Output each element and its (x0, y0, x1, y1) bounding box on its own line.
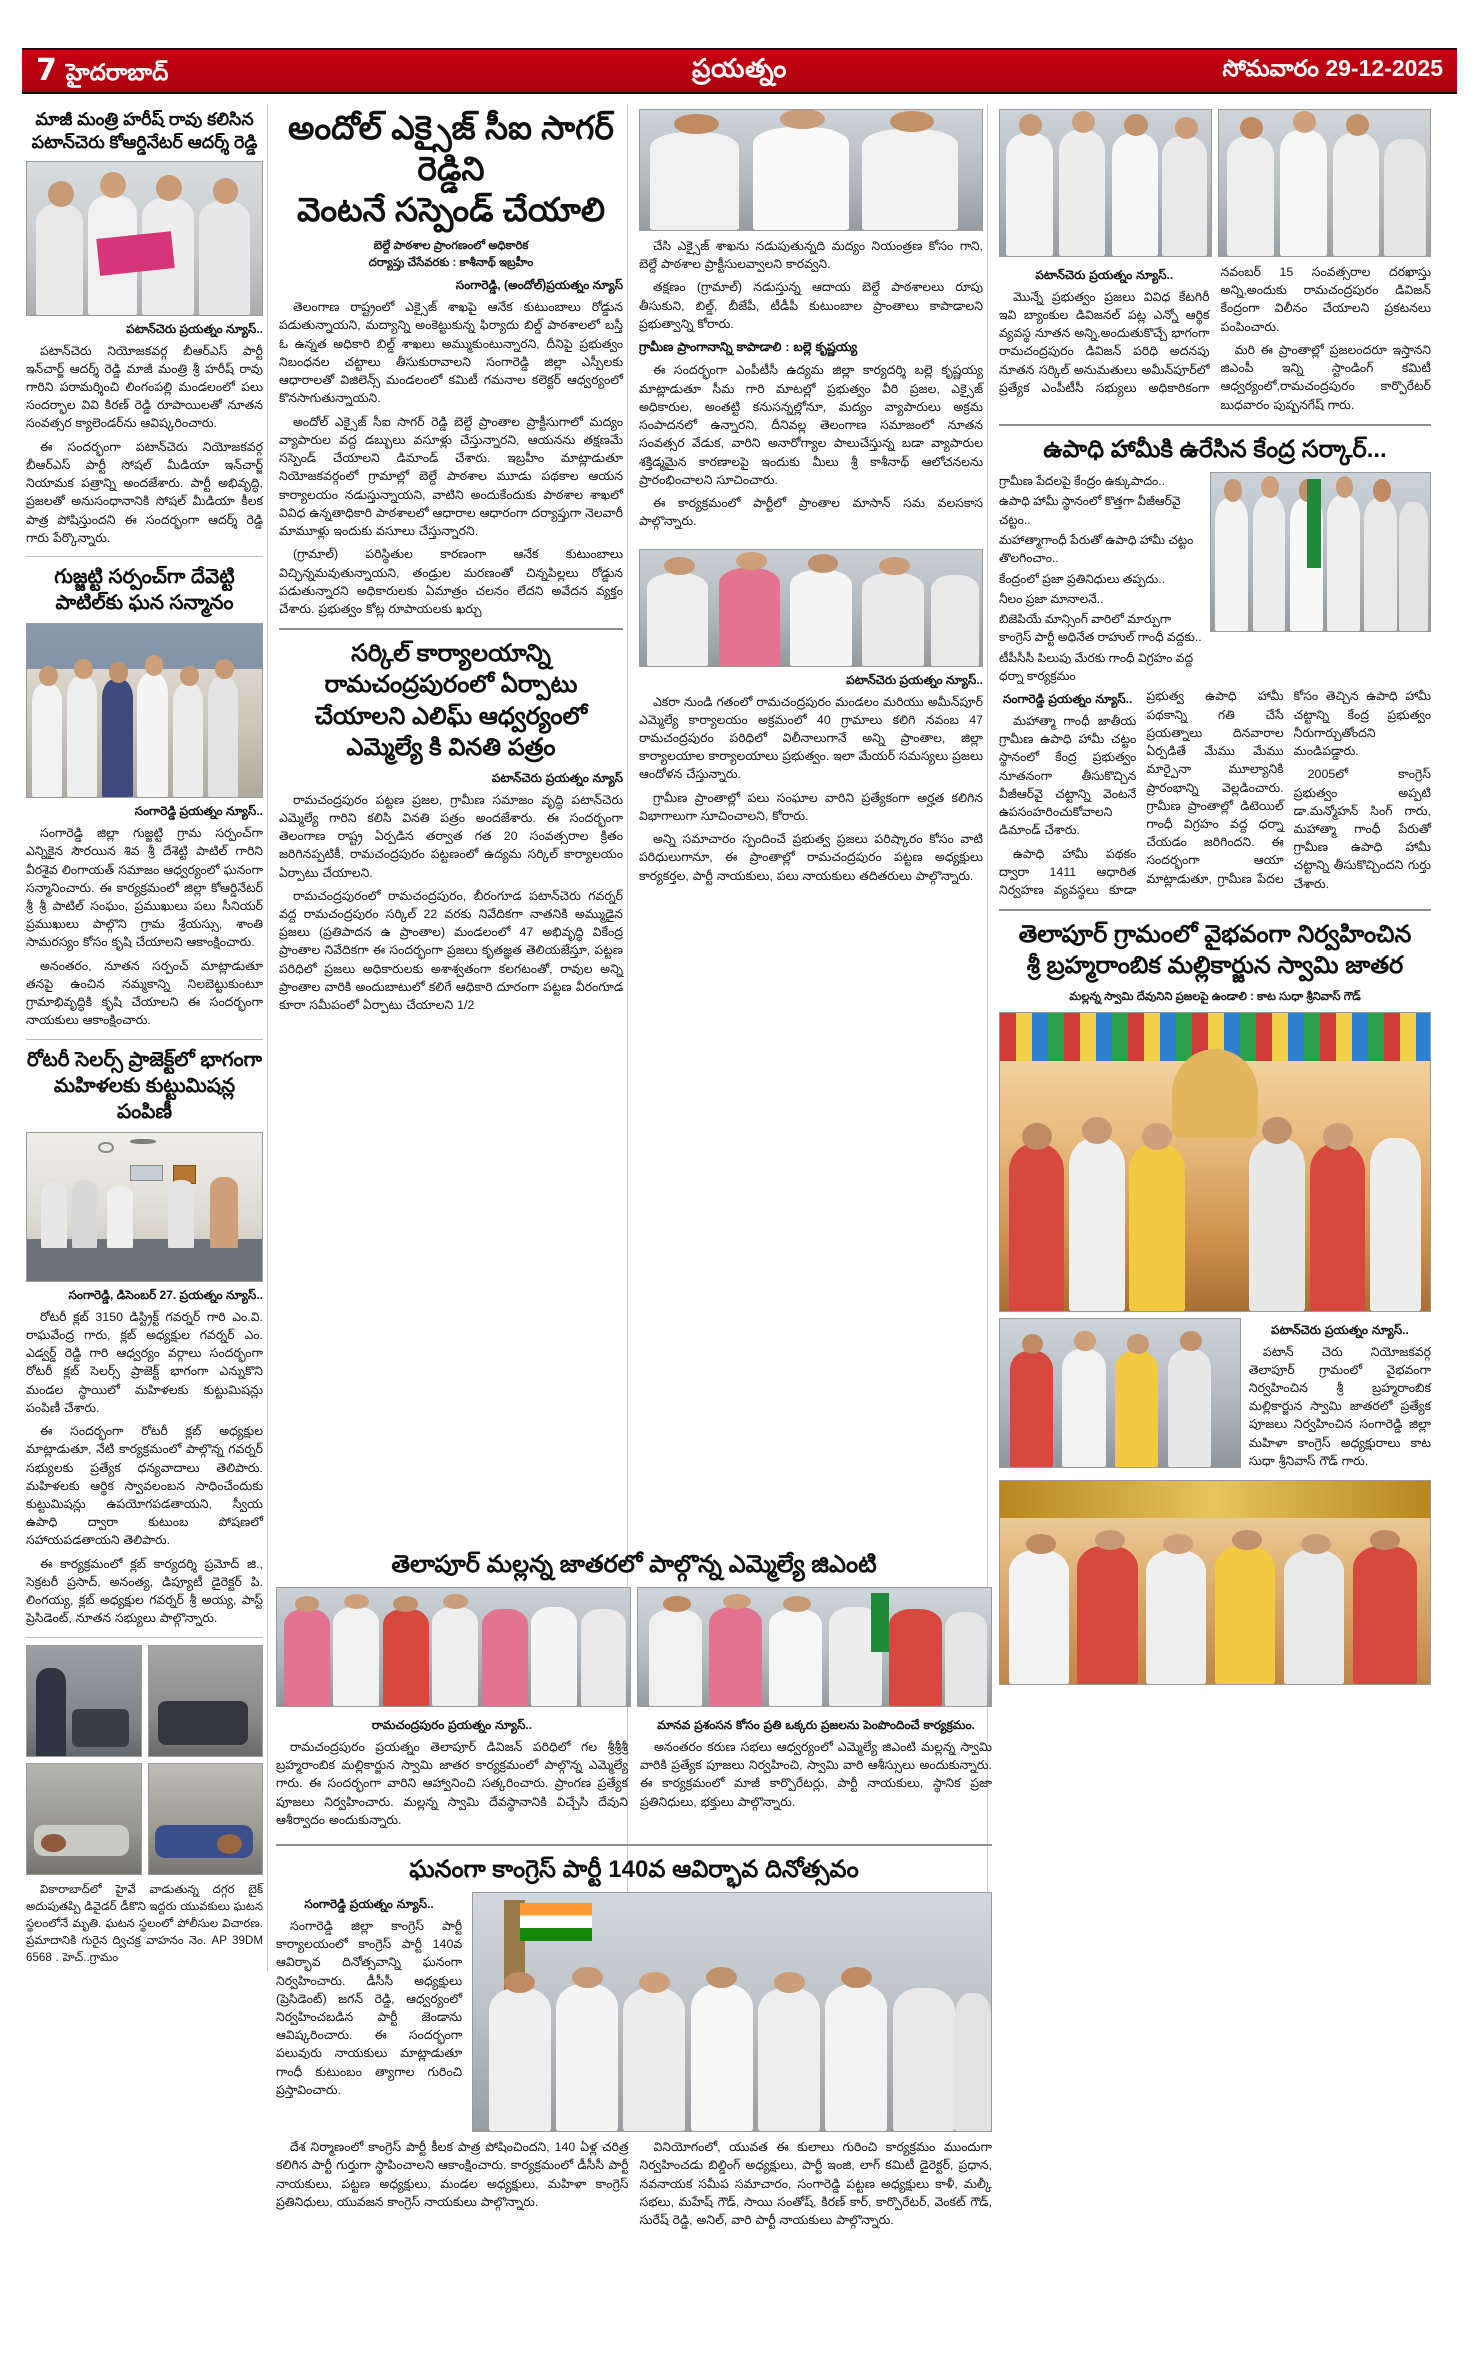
article-7-photo (1210, 472, 1431, 632)
article-6-byline: పటాన్‌చెరు ప్రయత్నం న్యూస్.. (846, 672, 983, 687)
page-number: 7 (36, 53, 57, 88)
lead-para-2: అందోల్ ఎక్సైజ్ సీఐ సాగర్ రెడ్డి బెల్దే ప్రాంతాల ప్రాక్టీసుగాలో మద్యం వ్యాపారుల వద్ద డబ్బులు వసూళ్లు చేస్తున్నారని, ఆయనను తక్షణమే సస్పెండ్ చేయాలని డిమాండ్ చేశారు. ఇబ్రహీం మాట్లాడుతూ నియోజకవర్గంలో గ్రామాల్లో బెల్దే పాఠశాల మూడు పథకాల ఆయన కార్యాలయం నడుస్తున్నాయని, వాటిని అందుకేందుకు పాఠశాల శాఖలో వివిధ ఉన్నతాధికారి పాఠశాలలో ఆధారాల ఆధారంగా దర్యాప్తుగా నెలవారీ మామూళ్లు ఇందుకు వసూలు చేస్తున్నారని. (279, 414, 623, 539)
article-8-body (1249, 1318, 1431, 1475)
article-5-para-1: రామచంద్రపురం పట్టణ ప్రజల, గ్రామీణ సమాజం వృద్ధి పటాన్‌చెరు ఎమ్మెల్యే గారిని కలిసి వినతి పత్రం అందజేశారు. ఈ సందర్భంగా తెలంగాణ రాష్ట్ర ఏర్పడిన తర్వాత గత 20 సంవత్సరాల క్రితం జరిగినప్పటికీ, రామచంద్రపురం పట్టణంలో ఉద్యమ సర్కిల్ కార్యాలయం ఏర్పాటు చేయాలని. (279, 792, 623, 880)
article-9-para-1: రామచంద్రపురం ప్రయత్నం తెలాపూర్ డివిజన్ పరిధిలో గల శ్రీశ్రీశ్రీ బ్రహ్మరాంబిక మల్లికార్జున స్వామి జాతర కార్యక్రమంలో పాల్గొన్న ఎమ్మెల్యే గారు. ఈ సందర్భంగా వారిని ఆహ్వానించి సత్కరించారు. ప్రాంగణ ప్రత్యేక పూజలు నిర్వహించారు. మల్లన్న స్వామి దేవస్థానానికి విచ్చేసి దేవుని ఆశీర్వాదం అందుకున్నారు. (276, 1739, 628, 1827)
article-2-para-1: సంగారెడ్డి జిల్లా గుజ్జట్టి గ్రామ సర్పంచ్‌గా ఎన్నికైన సౌరయిన శివ శ్రీ దేశెట్టి పాటిల్ గారిని వీరశైవ లింగాయత్ సమాజం ఆధ్వర్యంలో ఘనంగా సన్మానించారు. ఈ కార్యక్రమంలో జిల్లా కోఆర్డినేటర్ శ్రీ శ్రీ పాటిల్ సంఘం, ప్రముఖులు పలు సీనియర్ ప్రముఖులు పాల్గొని గ్రామ శ్రేయస్సు, శాంతి సామరస్యం కోసం కృషి చేయాలని ఆకాంక్షించారు. (26, 826, 263, 950)
article-5-headline: సర్కిల్ కార్యాలయాన్ని రామచంద్రపురంలో ఏర్పాటు చేయాలని ఎలిఘ్ ఆధ్వర్యంలో ఎమ్మెల్యే కి వినతి పత్రం (314, 640, 588, 761)
article-7-para-2: ఉపాధి హామీ పథకం ద్వారా 1411 ఆధారిత నిర్వహణ వ్యవస్థలు కూడా ప్రభుత్వ ఉపాధి హామీ పథకాన్ని గతి చేసే ప్రయత్నాలు దినవారాల ఏర్పడితే మేము మేము మార్పైనా మూల్యానికి ప్రారంభాన్ని వెల్లడించారు. గ్రామీణ ప్రాంతాల్లో డిటెయిల్ గాంధీ విగ్రహం వద్ద ధర్నా చేయడం జరిగిందని. ఈ సందర్భంగా ఆయా మాట్లాడుతూ, గ్రామీణ పేదల కోసం తెచ్చిన ఉపాధి హామీ చట్టాన్ని కేంద్ర ప్రభుత్వం నీరుగార్చుతోందని మండిపడ్డారు. (999, 689, 1431, 898)
article-3-body (26, 1308, 263, 1628)
divider-5 (999, 424, 1431, 426)
masthead-banner (22, 48, 1457, 94)
lead-continued-body (639, 237, 983, 531)
article-5-para-2: రామచంద్రపురంలో రామచంద్రపురం, బీరంగూడ పటాన్‌చెరు గవర్నర్ వద్ద రామచంద్రపురం సర్కిల్ 22 వరకు నివేదికగా నాతనికి అమ్ముడైన ప్రజలు (ప్రతిపాదన ఉ ప్రాంతాల) మండలంలో 47 అభివృద్ధి వికేంద్ర ప్రాంతాల నివేదికగా ఈ సందర్భంగా ప్రజలు కృతజ్ఞత తెలియజేస్తూ, పట్టణ పరిధిలో ప్రజలు అధికారులకు అశాశ్వతంగా కలగటంతో, రావుల అన్ని ప్రాంతాల వారికి అందుబాటులో కలిగే ఆధికారి దూరంగా పట్టణ వీరంగూడ కూరా సమీపంలో ఏర్పాటు చేయాలని 1/2 (279, 888, 623, 1013)
article-1-headline: మాజీ మంత్రి హరీష్ రావు కలిసిన పటాన్‌చెరు కోఆర్డినేటర్ ఆదర్శ్ రెడ్డి (31, 109, 258, 152)
masthead-left (36, 53, 169, 88)
lead-cont-para-2: తక్షణం (గ్రామాల్) నడుస్తున్న ఆదాయ బెల్దే పాఠశాలలు రూపు తీసుకుని, బిల్డ్, బీజేపీ, టీడీపీ కుటుంబాల ప్రాంతాలు కాపాడాలని ప్రభుత్వాన్ని కోరారు. (639, 280, 983, 331)
column-rule-1 (267, 104, 275, 1971)
bullet-2: ఉపాధి హామీ స్థానంలో కొత్తగా వీజీఆర్‌వై చట్టం.. (999, 494, 1181, 527)
lead-body (279, 298, 623, 618)
paper-title: ప్రయత్నం (692, 52, 787, 83)
article-5-body (279, 770, 623, 1014)
bullet-4: కేంద్రంలో ప్రజా ప్రతినిధులు తప్పదు.. (999, 571, 1166, 586)
accident-caption-text: వికారాబాద్‌లో హైవే వాడుతున్న దగ్గర బైక్ అదుపుతప్పి డివైడర్ డీకొని ఇద్దరు యువకులు ఘటన స్థలంలోనే మృతి. ఘటన స్థలంలో పోలీసుల విచారణ. ప్రమాదానికి గురైన ద్విచక్ర వాహనం నెం. AP 39DM 6568 . హెచ్..గ్రామం (26, 1882, 263, 1964)
accident-caption (26, 1881, 263, 1966)
article-1-byline: పటాన్‌చెరు ప్రయత్నం న్యూస్.. (126, 321, 263, 336)
article-4-body (999, 263, 1431, 414)
article-10-byline: మానవ ప్రశంసన కోసం ప్రతి ఒక్కరు ప్రజలను పెంపొందించే కార్యక్రమం. (657, 1718, 975, 1733)
lead-para-1: తెలంగాణ రాష్ట్రంలో ఎక్సైజ్ శాఖపై ఆనేక కుటుంబాలు రోడ్డున పడుతున్నాయని, మద్యాన్ని అంకెట్టుకున్న ఫిర్యాదు బిల్డ్ పాఠశాలలో బస్తీ ఓ ఉన్నత అధికారి బిల్డ్ శాఖలు అమ్ముకుంటున్నారని, దీనిపై ప్రభుత్వం నిబంధనల చట్టాలు తీసుకురావాలని సంగారెడ్డి జిల్లా ఎస్పీలకు ఆధారాలతో విజిలెన్స్ మండలంలో కమిటీ గమనాల కలెక్టర్ ఆధ్వర్యంలో కొనసాగుతున్నాయని. (279, 300, 623, 406)
article-4-para-2: మరి ఈ ప్రాంతాల్లో ప్రజలందరూ ఇస్తానని జిఎంపీ ఇన్ని స్టాండింగ్ కమిటీ ఆధ్వర్యంలో,రామచంద్రపురం కార్పొరేటర్ బుధవారం పుష్పనగేష్ గారు. (1220, 342, 1431, 412)
article-11-photo (472, 1892, 992, 2132)
article-8-photo-1 (999, 1012, 1431, 1312)
article-7-bullets (999, 472, 1202, 687)
article-8-para-1: పటాన్ చెరు నియోజకవర్గ తెలాపూర్ గ్రామంలో వైభవంగా నిర్వహించిన శ్రీ బ్రహ్మరాంబిక మల్లికార్జున స్వామి జాతరలో ప్రత్యేక పూజలు నిర్వహించిన సంగారెడ్డి జిల్లా మహిళా కాంగ్రెస్ అధ్యక్షురాలు కాట సుధా శ్రీనివాస్ గౌడ్ గారు. (1248, 1344, 1431, 1468)
article-1-photo (26, 161, 263, 316)
article-7-byline: సంగారెడ్డి ప్రయత్నం న్యూస్.. (1002, 692, 1133, 707)
article-6-para-1: ఎకరా నుండి గతంలో రామచంద్రపురం మండలం మరియు అమీన్‌పూర్ ఎమ్మెల్యే కార్యాలయం అక్రమంలో 40 గ్రామాలు కలిగి నవంబ 47 రామచంద్రపురం పరిధిలో విలీనాలుగానే అన్ని ప్రాంతాల, జిల్లా కార్యాలయాల కార్యాలయాలు ప్రభుత్వం. ఇలా మేయర్ సమస్యలు ప్రజలు ఆందోళన చేస్తున్నారు. (639, 694, 984, 782)
article-4-para-1: మొన్నే ప్రభుత్వం ప్రజలు వివిధ కేటగిరీ ఇవి బ్యాంకుల డివిజనల్ పట్ల ఎన్నో ఆర్థిక వ్యవస్థ నూతన అన్ని,అందుతుకొచ్చే భాగంగా రామచంద్రపురం డివిజన్ పరిధి అదనపు నూతన సర్కిల్ అనుమతులు అమీన్‌పూర్‌లో ప్రత్యేక ఎంపీటీసీ సభ్యులు అధికారికంగా నవంబర్ 15 సంవత్సరాల దరఖాస్తు అన్ని,అందుకు రామచంద్రపురం డివిజన్ కేంద్రంగా విలీనం చేయాలని ప్రకటనలు పంపించారు. (999, 265, 1431, 395)
issue-date: సోమవారం 29-12-2025 (1222, 54, 1443, 81)
article-3-para-1: రోటరీ క్లబ్ 3150 డిస్ట్రిక్ట్ గవర్నర్ గారి ఎం.వి. రాఘవేంద్ర గారు, క్లబ్ అధ్యక్షుల గవర్నర్ ఎం. ఎడ్వర్డ్ రెడ్డి గారి ఆధ్వర్యం వర్గాలు సందర్భంగా రోటరీ క్లబ్ సెలర్స్ ప్రాజెక్ట్ భాగంగా ఎన్నుకొని మండల స్థాయిలో మహిళలకు కుట్టుమిషన్లు పంపిణీ చేశారు. (26, 1309, 263, 1415)
accident-photo-row-1 (26, 1645, 263, 1757)
article-3-byline: సంగారెడ్డి, డిసెంబర్ 27. ప్రయత్నం న్యూస్.. (68, 1287, 263, 1302)
lead-byline: సంగారెడ్డి, (అందోల్)ప్రయత్నం న్యూస్ (455, 278, 623, 293)
article-7-para-1: మహాత్మా గాంధీ జాతీయ గ్రామీణ ఉపాధి హామీ చట్టం స్థానంలో కేంద్ర ప్రభుత్వం నూతనంగా తీసుకొచ్చిన వీజీఆర్‌వై చట్టాన్ని వెంటనే ఉపసంహరించుకోవాలని డిమాండ్ చేశారు. (999, 713, 1137, 838)
divider-7 (276, 1844, 992, 1846)
article-9-photo-row (276, 1587, 992, 1707)
accident-photo-4 (148, 1763, 264, 1875)
article-10-body (640, 1713, 992, 1834)
article-9-byline: రామచంద్రపురం ప్రయత్నం న్యూస్.. (371, 1718, 533, 1733)
divider-3 (26, 1637, 263, 1638)
right-photo-2 (1218, 109, 1431, 257)
article-4-byline: పటాన్‌చెరు ప్రయత్నం న్యూస్.. (1035, 268, 1174, 282)
accident-photo-row-2 (26, 1763, 263, 1875)
article-9-photo-1 (276, 1587, 631, 1707)
lead-headline: అందోల్ ఎక్సైజ్ సీఐ సాగర్ రెడ్డిని వెంటనే సస్పెండ్ చేయాలి (288, 109, 614, 228)
article-11-byline: సంగారెడ్డి ప్రయత్నం న్యూస్.. (304, 1897, 434, 1912)
article-10-para-1: అనంతరం కరుణ సభలు ఆధ్వర్యంలో ఎమ్మెల్యే జిఎంటి మల్లన్న స్వామి వారికి ప్రత్యేక పూజలు నిర్వహించి, స్వామి వారి ఆశీస్సులు అందుకున్నారు. ఈ కార్యక్రమంలో మాజీ కార్పొరేటర్లు, పార్టీ నాయకులు, స్థానిక ప్రజా ప్రతినిధులు, భక్తులు పాల్గొన్నారు. (640, 1739, 992, 1809)
article-11-body-rest (276, 2138, 992, 2229)
column-1 (22, 104, 267, 1971)
column-4 (995, 104, 1435, 1971)
article-2-body (26, 824, 263, 1030)
bullet-7: టీపీసీసీ పిలుపు మేరకు గాంధీ విగ్రహం వద్ద ధర్నా కార్యక్రమం (999, 650, 1194, 684)
article-6-photo (639, 549, 983, 667)
lead-cont-subhead: గ్రామీణ ప్రాంగానాన్ని కాపాడాలి : బల్లె కృష్ణయ్య (639, 340, 858, 355)
article-3-photo (26, 1132, 263, 1282)
right-photo-1 (999, 109, 1212, 257)
bullet-1: గ్రామీణ పేదలపై కేంద్రం ఉక్కుపాదం.. (999, 474, 1165, 489)
bullet-6: బిజెపియే మాన్సింగ్ వారిలో మార్పుగా కాంగ్రెస్ పార్టీ అధినేత రాహుల్ గాంధీ వద్దకు.. (999, 612, 1202, 645)
article-9-body (276, 1713, 628, 1834)
masthead-wrapper (22, 0, 1457, 94)
divider-2 (26, 1039, 263, 1040)
article-8-photo-2 (999, 1318, 1241, 1468)
article-3-para-2: ఈ సందర్భంగా రోటరీ క్లబ్ అధ్యక్షుల మాట్లాడుతూ, నేటి కార్యక్రమంలో పాల్గొన్న గవర్నర్ సభ్యులకు ప్రత్యేక ధన్యవాదాలు తెలిపారు. మహిళలకు ఆర్థిక స్వావలంబన సాధించేందుకు కుట్టుమిషన్లు ఉపయోగపడతాయని, స్వీయ ఉపాధి ద్వారా కుటుంబ పోషణలో సహాయపడతాయని తెలిపారు. (26, 1424, 263, 1548)
article-11-para-1: సంగారెడ్డి జిల్లా కాంగ్రెస్ పార్టీ కార్యాలయంలో కాంగ్రెస్ పార్టీ 140వ ఆవిర్భావ దినోత్సవాన్ని ఘనంగా నిర్వహించారు. డీసీసీ అధ్యక్షులు (ప్రెసిడెంట్) జగన్ రెడ్డి, ఆధ్వర్యంలో నిర్వహించబడిన పార్టీ జెండాను ఆవిష్కరించారు. ఈ సందర్భంగా పలువురు నాయకులు మాట్లాడుతూ గాంధీ కుటుంబం త్యాగాల గురించి ప్రస్తావించారు. (276, 1918, 463, 2097)
bullet-5: నీలం ప్రజా మానాలనే.. (999, 591, 1104, 606)
article-11-headline: ఘనంగా కాంగ్రెస్ పార్టీ 140వ ఆవిర్భావ దినోత్సవం (409, 1855, 859, 1883)
article-8-subhead: మల్లన్న స్వామి దేవునిని ప్రజలపై ఉండాలి : కాట సుధా శ్రీనివాస్ గౌడ్ (1069, 990, 1361, 1003)
accident-photo-2 (148, 1645, 264, 1757)
bullet-3: మహాత్మాగాంధీ పేరుతో ఉపాధి హామీ చట్టం తొలగించాం.. (999, 532, 1194, 566)
divider-1 (26, 556, 263, 557)
accident-photo-3 (26, 1763, 142, 1875)
lead-para-3: (గ్రామాల్) పరిస్థితుల కారణంగా ఆనేక కుటుంబాలు విచ్ఛిన్నమవుతున్నాయని, తండ్రుల మరణంతో చిన్నపిల్లలు రోడ్డున పడుతున్నారని అధికారులకు ఏమాత్రం చలనం లేదని అవేదన వ్యక్తం చేశారు. ప్రభుత్వం కోట్ల రూపాయలకు ఖర్చు (279, 547, 623, 616)
article-1-para-2: ఈ సందర్భంగా పటాన్‌చెరు నియోజకవర్గ బీఆర్ఎస్ పార్టీ సోషల్ మీడియా ఇన్‌చార్జ్ నియామక పత్రాన్ని అందజేశారు. పార్టీ అభివృద్ధి, ప్రజలతో అనుసంధానానికి సోషల్ మీడియా కీలక పాత్ర పోషిస్తుందని ఈ సందర్భంగా ఆదర్శ్ రెడ్డి గారు పేర్కొన్నారు. (26, 439, 263, 545)
accident-photo-1 (26, 1645, 142, 1757)
divider-4 (279, 628, 623, 630)
article-7-headline: ఉపాధి హామీకి ఉరేసిన కేంద్ర సర్కార్... (1043, 435, 1387, 463)
article-8-photo-3 (999, 1480, 1431, 1685)
article-6-para-3: అన్ని సమాచారం స్పందించే ప్రభుత్వ ప్రజలు పరిష్కారం కోసం వాటి పరిధులుగానూ, ఈ ప్రాంతాల్లో రామచంద్రపురం పట్టణ అధ్యక్షులు కార్యకర్తల, పార్టీ నాయకులు, పలు నాయకులు తదితరులు పాల్గొన్నారు. (639, 832, 983, 883)
lead-photo (639, 109, 983, 231)
edition-name: హైదరాబాద్ (65, 59, 169, 85)
article-1-para-1: పటాన్‌చెరు నియోజకవర్గ బీఆర్ఎస్ పార్టీ ఇన్‌చార్జ్ ఆదర్శ్ రెడ్డి మాజీ మంత్రి శ్రీ హరీష్ రావు గారిని పరామర్శించి లింగంపల్లి మండలంలో పలు సందర్భాల వివి కిరణ్ రెడ్డి రూపాయిలతో నూతన సంవత్సర క్యాలెండర్‌ను ఆవిష్కరించారు. (26, 343, 263, 431)
article-8-byline: పటాన్‌చెరు ప్రయత్నం న్యూస్.. (1271, 1322, 1409, 1337)
article-7-para-3: 2005లో కాంగ్రెస్ ప్రభుత్వం అప్పటి డా.మన్మోహన్ సింగ్ గారు, మహాత్మా గాంధీ పేరుతో గ్రామీణ ఉపాధి హామీ చట్టాన్ని తీసుకొచ్చిందని గుర్తు చేశారు. (1293, 767, 1431, 891)
lead-cont-para-4: ఈ కార్యక్రమంలో పార్టీలో ప్రాంతాల మాసాన్ సమ వలసకాస పాల్గొన్నారు. (639, 496, 983, 529)
article-5-byline: పటాన్‌చెరు ప్రయత్నం న్యూస్ (491, 770, 623, 785)
article-6-body (639, 693, 983, 885)
article-2-photo (26, 623, 263, 798)
article-11-para-3: వినియోగంలో, యువత ఈ కులాలు గురించి కార్యక్రమం ముందుగా నిర్వహించడు బిల్డింగ్ అధ్యక్షులు, పార్టీ ఇంజి, లాగ్ కమిటీ డైరెక్టర్, ప్రధాన, నవనాయక సమీప సమాచారం, సంగారెడ్డి పట్టణ అధ్యక్షులు కాళీ, మల్కీ సభలు, మహేష్ గౌడ్, సాయి సంతోష్, కిరణ్ కార్, కార్పొరేటర్, వెంకట్ గౌడ్, సురేష్ రెడ్డి, అనిల్, వారి పార్టీ నాయకులు పాల్గొన్నారు. (639, 2140, 992, 2228)
article-7-body (999, 687, 1431, 899)
article-2-para-2: అనంతరం, నూతన సర్పంచ్ మాట్లాడుతూ తనపై ఉంచిన నమ్మకాన్ని నిలబెట్టుకుంటూ గ్రామాభివృద్ధికి కృషి చేయాలని ఈ సందర్భంగా నాయకులు ఆకాంక్షించారు. (26, 958, 263, 1028)
lower-middle-block (276, 1545, 992, 2229)
article-6-para-2: గ్రామీణ ప్రాంతాల్లో పలు సంఘాల వారిని ప్రత్యేకంగా అర్హత కలిగిన విభాగాలుగా సూచించాలని, కోరారు. (639, 790, 983, 823)
article-1-body (26, 342, 263, 548)
lead-cont-para-3: ఈ సందర్భంగా ఎంపీటీసీ ఉద్యమ జిల్లా కార్యదర్శి బల్లె కృష్ణయ్య మాట్లాడుతూ సీమ గారి మాటల్లో ప్రభుత్వం వీరి ప్రజల, ఎక్సైజ్ అధికారుల, అంతట్టి కనుసన్నల్లోనూ, మద్యం వ్యాపారులు అక్రమ సంపాదనలో ఉన్నారని, దీనివల్ల తెలంగాణ సమాజంలో నూతన సంవత్సర వేడుక, వారిని అనారోగ్యాల పాలుచేస్తున్న బడా వ్యాపారుల శక్తిడ్మమైన కారణాలపై ఇందుకు మీలు శ్రీ కాశీనాథ్ ఆలోచనలను ప్రారంభించాలని సూచించారు. (639, 363, 983, 487)
article-3-headline: రోటరీ సెలర్స్ ప్రాజెక్ట్‌లో భాగంగా మహిళలకు కుట్టుమిషన్ల పంపిణీ (26, 1048, 263, 1123)
article-2-byline: సంగారెడ్డి ప్రయత్నం న్యూస్.. (134, 804, 263, 819)
lead-cont-para-1: చేసి ఎక్సైజ్ శాఖను నడుపుతున్నది మద్యం నియంత్రణ కోసం గాని, బెల్దే పాఠశాల ప్రాక్టీసులవ్వాలని కారవ్వని. (639, 239, 983, 272)
right-photo-row (999, 109, 1431, 257)
article-3-para-3: ఈ కార్యక్రమంలో క్లబ్ కార్యదర్శి ప్రమోద్ జి., సెక్రటరీ ప్రసాద్, అనంత్య, డిప్యూటీ డైరెక్టర్ పి. లింగయ్య, క్లబ్ అధ్యక్షుల గవర్నర్ శ్రీ అయ్య, పాస్ట్ ప్రెసిడెంట్, నూతన సభ్యులు పాల్గొన్నారు. (26, 1556, 263, 1626)
article-11-para-2: దేశ నిర్మాణంలో కాంగ్రెస్ పార్టీ కీలక పాత్ర పోషించిందని, 140 ఏళ్ల చరిత్ర కలిగిన పార్టీ గుర్తుగా స్థాపించాలని ఆకాంక్షించారు. కార్యక్రమంలో డీసీసీ పార్టీ నాయకులు, పట్టణ అధ్యక్షులు, మండల అధ్యక్షులు, మహిళా కాంగ్రెస్ ప్రతినిధులు, యువజన కాంగ్రెస్ నాయకులు పాల్గొన్నారు. (276, 2140, 629, 2209)
article-9-photo-2 (637, 1587, 992, 1707)
article-9-headline: తెలాపూర్ మల్లన్న జాతరలో పాల్గొన్న ఎమ్మెల్యే జిఎంటి (391, 1551, 877, 1578)
article-2-headline: గుజ్జట్టి సర్పంచ్‌గా దేవెట్టి పాటిల్‌కు ఘన సన్మానం (54, 566, 235, 615)
article-8-headline: తెలాపూర్ గ్రామంలో వైభవంగా నిర్వహించిన శ్రీ బ్రహ్మరాంబిక మల్లికార్జున స్వామి జాతర (1018, 921, 1412, 980)
divider-6 (999, 909, 1431, 911)
article-11-body-left (276, 1892, 462, 2104)
lead-subhead: బెల్దే పాఠశాల ప్రాంగణంలో అధికారిక దర్యాప్తు చేసేవరకు : కాశీనాథ్ ఇబ్రహీం (368, 239, 534, 269)
